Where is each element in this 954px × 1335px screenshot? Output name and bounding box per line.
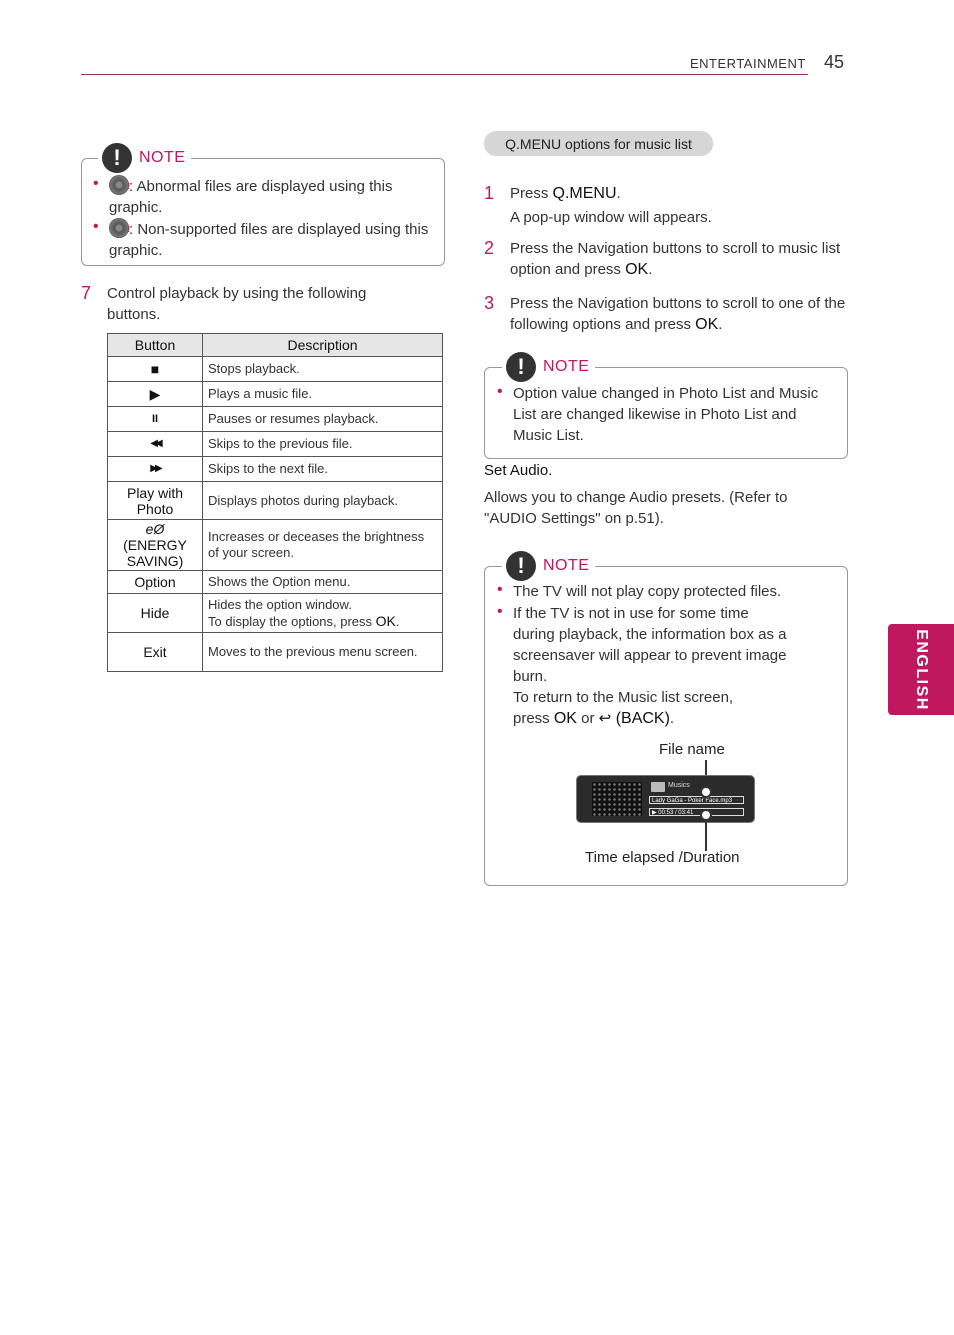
note-item: ! : Non-supported files are displayed using this graphic. <box>109 218 434 261</box>
exclamation-icon: ! <box>506 551 536 581</box>
exit-label: Exit <box>108 633 203 672</box>
callout-dot <box>700 786 712 798</box>
bullet: • <box>497 603 503 620</box>
playback-controls-table <box>107 333 443 672</box>
set-audio-text: Allows you to change Audio presets. (Refer to "AUDIO Settings" on p.51). <box>484 489 788 527</box>
time-readout: ▶ 00:53 / 03:41 <box>649 808 744 816</box>
note-label: NOTE <box>543 358 590 375</box>
note-label: NOTE <box>543 557 590 574</box>
exclamation-icon: ! <box>506 352 536 382</box>
play-icon: ▶ <box>108 382 203 407</box>
back-icon: ↩ <box>598 710 612 727</box>
table-row: Play with Photo Displays photos during playback. <box>108 482 443 520</box>
note-item: ! : Abnormal files are displayed using this graphic. <box>109 175 434 218</box>
time-elapsed-label: Time elapsed /Duration <box>585 849 740 866</box>
energy-saving-label: (ENERGY SAVING) <box>123 537 187 569</box>
fast-forward-icon: ▶▶ <box>108 457 203 482</box>
bullet: • <box>497 581 503 598</box>
pause-icon: II <box>108 407 203 432</box>
table-row: Option Shows the Option menu. <box>108 571 443 594</box>
step-number: 1 <box>484 183 495 203</box>
page-number: 45 <box>824 52 845 72</box>
qmenu-section-title: Q.MENU options for music list <box>484 131 713 156</box>
play-with-photo-label: Play with Photo <box>108 482 203 520</box>
step-number: 2 <box>484 238 495 258</box>
step-number: 3 <box>484 293 495 313</box>
header-divider <box>81 74 808 75</box>
note-item: Option value changed in Photo List and Music List are changed likewise in Photo List and Music List. <box>513 385 819 444</box>
album-art <box>592 782 642 816</box>
table-row: II Pauses or resumes playback. <box>108 407 443 432</box>
table-row: Hide Hides the option window. To display the options, press OK. <box>108 594 443 633</box>
exclamation-icon: ! <box>102 143 132 173</box>
stop-icon: ■ <box>108 357 203 382</box>
note-header <box>98 143 191 173</box>
step-text: Control playback by using the following buttons. <box>107 285 367 323</box>
note-item: If the TV is not in use for some time during playback, the information box as a screensaver will appear to prevent image burn. To return to the Music list screen, press OK or ↩ (BACK). <box>513 605 787 727</box>
rewind-icon: ◀◀ <box>108 432 203 457</box>
step-number: 7 <box>81 283 92 303</box>
folder-icon <box>651 782 665 792</box>
table-header: Description <box>203 334 443 357</box>
table-row: ◀◀ Skips to the previous file. <box>108 432 443 457</box>
table-row: ■ Stops playback. <box>108 357 443 382</box>
music-player-infobox <box>576 775 755 823</box>
callout-line <box>705 819 707 851</box>
folder-name: Musics <box>668 782 690 789</box>
file-name-label: File name <box>659 741 725 758</box>
step-text: Press the Navigation buttons to scroll to music list option and press OK. <box>510 240 841 278</box>
language-tab: ENGLISH <box>888 624 954 715</box>
table-row: ▶▶ Skips to the next file. <box>108 457 443 482</box>
note-header <box>502 551 595 581</box>
energy-saving-icon: eØ <box>145 521 165 537</box>
bullet: • <box>497 383 503 400</box>
bullet: • <box>93 218 99 235</box>
table-row: eØ (ENERGY SAVING) Increases or deceases the brightness of your screen. <box>108 520 443 571</box>
table-row: Exit Moves to the previous menu screen. <box>108 633 443 672</box>
note-item: The TV will not play copy protected files. <box>513 583 782 600</box>
note-header <box>502 352 595 382</box>
table-header: Button <box>108 334 203 357</box>
section-title: ENTERTAINMENT <box>690 56 806 71</box>
step-text: Press the Navigation buttons to scroll to one of the following options and press OK. <box>510 295 846 333</box>
option-label: Option <box>108 571 203 594</box>
bullet: • <box>93 175 99 192</box>
hide-label: Hide <box>108 594 203 633</box>
note-label: NOTE <box>139 149 186 166</box>
table-row: ▶ Plays a music file. <box>108 382 443 407</box>
set-audio-heading: Set Audio. <box>484 462 553 479</box>
step-text: Press Q.MENU. A pop-up window will appears. <box>510 185 712 226</box>
abnormal-file-icon <box>109 175 129 195</box>
track-name: Lady GaGa - Poker Face.mp3 <box>649 796 744 804</box>
unsupported-file-icon <box>109 218 129 238</box>
